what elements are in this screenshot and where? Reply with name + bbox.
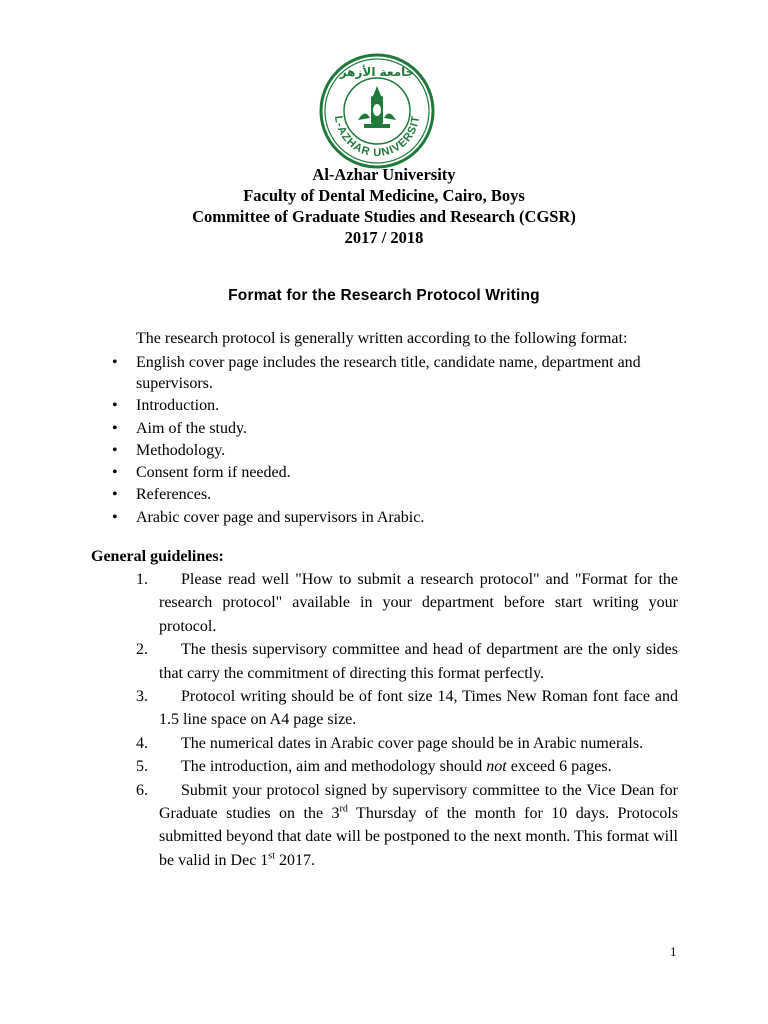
item-text [159, 779, 678, 873]
text-run: Submit your protocol signed by supervisory committee to the Vice Dean for Graduate studies on the 3 [159, 781, 678, 823]
committee-name: Committee of Graduate Studies and Research (CGSR) [192, 207, 576, 226]
list-item: • Methodology. [112, 440, 692, 461]
item-number: 5. [136, 758, 148, 776]
university-logo [318, 52, 436, 170]
guideline-item [136, 638, 678, 685]
svg-text:جامعة الأزهر: جامعة الأزهر [339, 65, 415, 79]
list-item: • Aim of the study. [112, 418, 692, 439]
list-item: • English cover page includes the research title, candidate name, department and supervisors. [112, 352, 692, 394]
item-number: 3. [136, 688, 148, 706]
item-text: Protocol writing should be of font size 14, Times New Roman font face and 1.5 line space on A4 page size. [159, 688, 678, 729]
list-item: • Consent form if needed. [112, 462, 692, 483]
text-run: exceed 6 pages. [506, 758, 612, 776]
guideline-item [136, 685, 678, 732]
format-list [112, 352, 692, 529]
item-number: 4. [136, 734, 148, 752]
item-number: 1. [136, 571, 148, 588]
document-header [0, 164, 768, 248]
document-title: Format for the Research Protocol Writing [228, 287, 540, 304]
text-run: The introduction, aim and methodology should [181, 758, 487, 776]
list-item: • Arabic cover page and supervisors in Arabic. [112, 507, 692, 528]
guideline-item [136, 779, 678, 873]
ordinal-suffix: st [268, 850, 275, 862]
item-number: 6. [136, 781, 148, 799]
item-text: Please read well "How to submit a research protocol" and "Format for the research protocol" available in your department before start writing your protocol. [159, 571, 678, 635]
guidelines-list [136, 568, 678, 872]
item-text: The thesis supervisory committee and head of department are the only sides that carry the commitment of directing this format perfectly. [159, 641, 678, 682]
al-azhar-university-seal-icon [318, 52, 436, 170]
section-heading: General guidelines: [91, 548, 224, 565]
guideline-item [136, 755, 678, 778]
university-name: Al-Azhar University [312, 165, 456, 184]
list-item: • References. [112, 484, 692, 505]
svg-text:AL-AZHAR UNIVERSITY: L-AZHAR UNIVERSIT [331, 114, 423, 160]
item-number: 2. [136, 641, 148, 659]
text-run: 2017. [274, 851, 315, 869]
faculty-name: Faculty of Dental Medicine, Cairo, Boys [243, 186, 525, 205]
intro-paragraph: The research protocol is generally written according to the following format: [136, 330, 628, 347]
ordinal-suffix: rd [339, 803, 348, 815]
guideline-item [136, 732, 678, 755]
academic-year: 2017 / 2018 [344, 228, 424, 247]
item-text: The numerical dates in Arabic cover page should be in Arabic numerals. [181, 734, 644, 752]
text-run: Thursday of the month for 10 days. Protocols submitted beyond that date will be postponed to the next month. This format will be valid in Dec 1 [159, 805, 679, 869]
item-text [159, 755, 678, 778]
page-number: 1 [670, 944, 677, 959]
guideline-item [136, 568, 678, 638]
list-item: • Introduction. [112, 395, 692, 416]
emphasis-text: not [486, 758, 507, 776]
